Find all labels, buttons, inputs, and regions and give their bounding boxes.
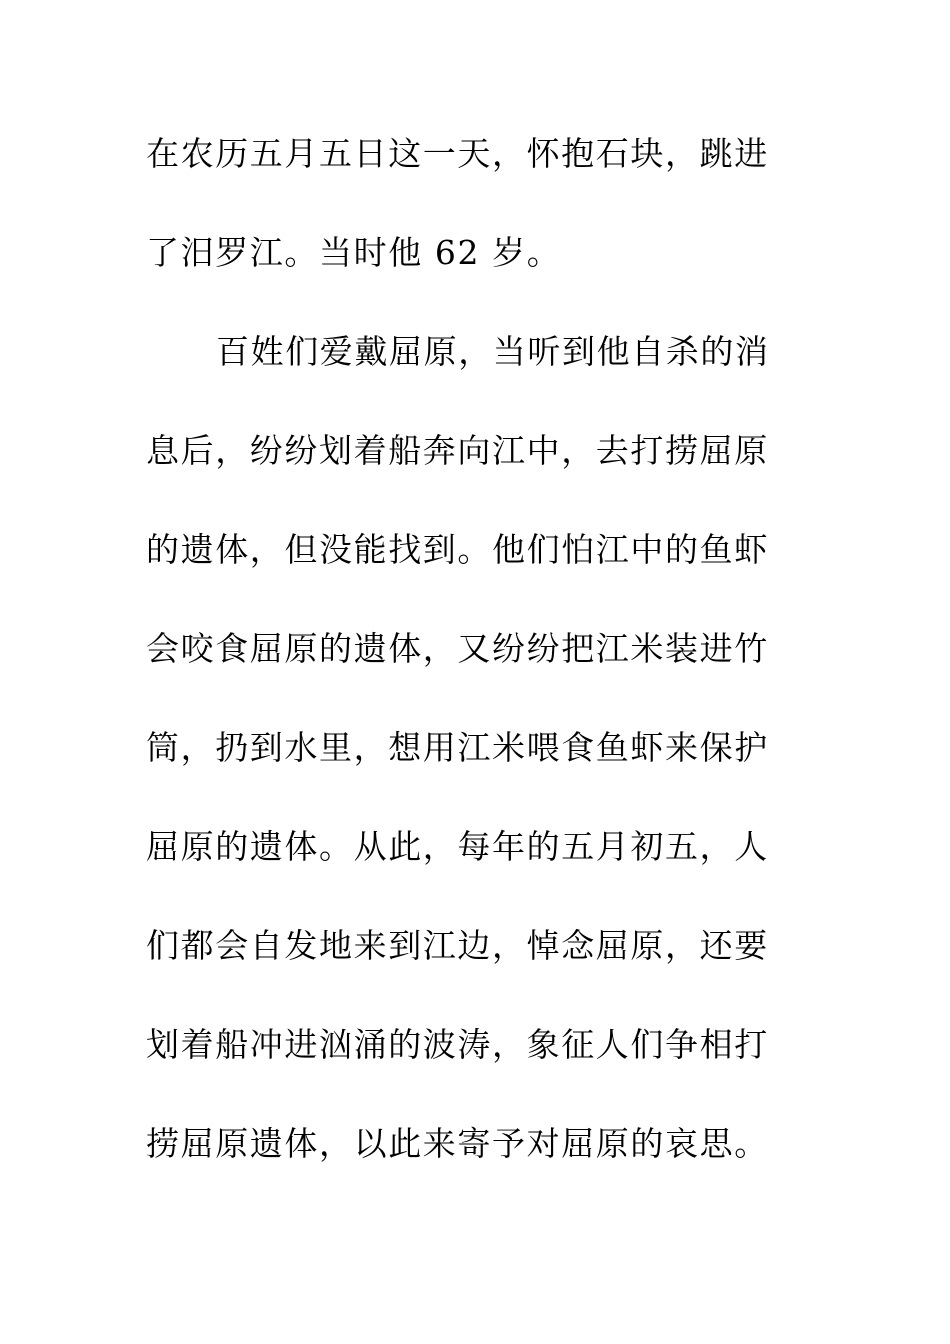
- paragraph-1: [146, 123, 786, 321]
- text-line: 的遗体，但没能找到。他们怕江中的鱼虾: [146, 530, 769, 569]
- text-line: 在农历五月五日这一天，怀抱石块，跳进: [146, 134, 769, 173]
- paragraph-2: [146, 321, 786, 1212]
- text-line: 了汨罗江。当时他 62 岁。: [146, 233, 562, 272]
- text-line: 划着船冲进汹涌的波涛，象征人们争相打: [146, 1025, 769, 1064]
- text-line: 筒，扔到水里，想用江米喂食鱼虾来保护: [146, 728, 769, 767]
- text-line: 会咬食屈原的遗体，又纷纷把江米装进竹: [146, 629, 769, 668]
- text-line: 息后，纷纷划着船奔向江中，去打捞屈原: [146, 431, 769, 470]
- text-line: 百姓们爱戴屈原，当听到他自杀的消: [216, 332, 770, 371]
- text-line: 捞屈原遗体，以此来寄予对屈原的哀思。: [146, 1124, 769, 1163]
- text-line: 们都会自发地来到江边，悼念屈原，还要: [146, 926, 769, 965]
- body-text: [146, 123, 786, 1212]
- text-line: 屈原的遗体。从此，每年的五月初五，人: [146, 827, 769, 866]
